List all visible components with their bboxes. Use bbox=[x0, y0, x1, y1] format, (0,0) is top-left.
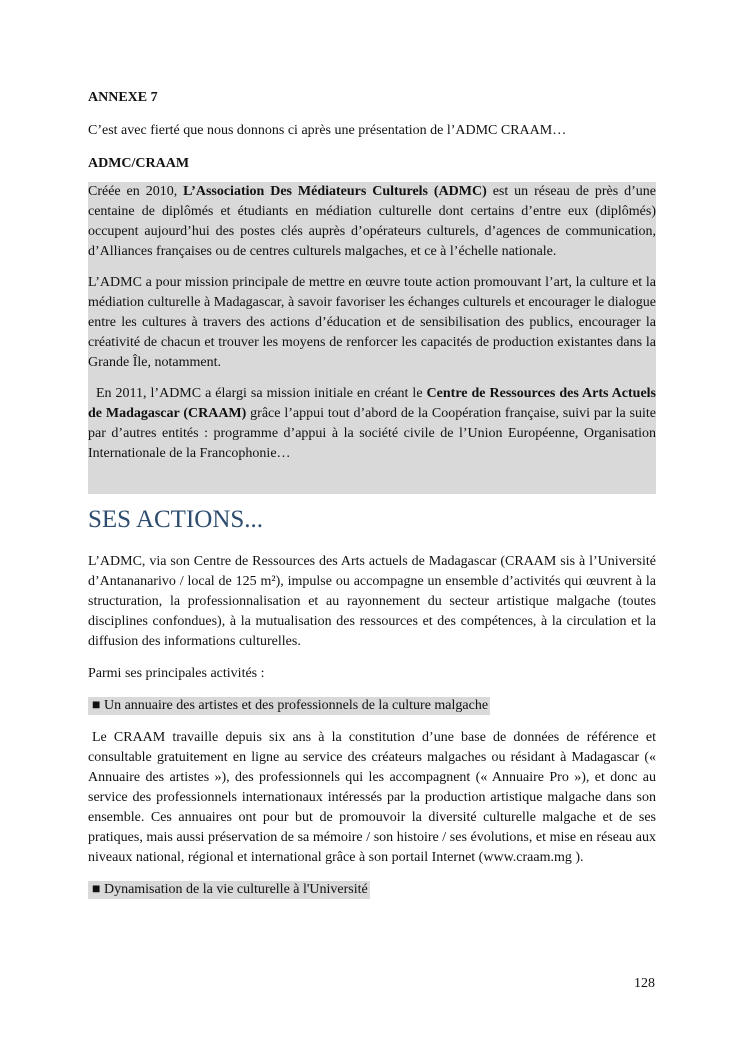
highlight-box bbox=[88, 182, 656, 494]
box-paragraph-3: En 2011, l’ADMC a élargi sa mission initiale en créant le Centre de Ressources des Arts Actuels de Madagascar (CRAAM) grâce l’appui tout d’abord de la Coopération française, suivi par la suite par d’autres entités : programme d’appui à la société civile de l’Union Européenne, Organisation Internationale de la Francophonie… bbox=[88, 386, 656, 461]
craam-name: Centre de Ressources des Arts Actuels de Madagascar (CRAAM) bbox=[88, 386, 656, 421]
annex-title: ANNEXE 7 bbox=[88, 90, 158, 105]
page-number: 128 bbox=[634, 976, 655, 991]
activities-label: Parmi ses principales activités : bbox=[88, 666, 265, 681]
intro-paragraph: C’est avec fierté que nous donnons ci après une présentation de l’ADMC CRAAM… bbox=[88, 123, 567, 138]
actions-paragraph: L’ADMC, via son Centre de Ressources des Arts actuels de Madagascar (CRAAM sis à l’Université d’Antananarivo / local de 125 m²), impulse ou accompagne un ensemble d’activités qui œuvrent à la structuration, la professionnalisation et au rayonnement du secteur artistique malgache (toutes disciplines confondues), à la mutualisation des ressources et des compétences, à la circulation et la diffusion des informations culturelles. bbox=[88, 554, 656, 649]
section-heading: SES ACTIONS... bbox=[88, 506, 264, 533]
craam-paragraph: Le CRAAM travaille depuis six ans à la constitution d’une base de données de référence et consultable gratuitement en ligne au service des créateurs malgaches ou résidant à Madagascar (« Annuaire des artistes »), des professionnels qui les accompagnent (« Annuaire Pro »), et donc au service des professionnels internationaux intéressés par la production artistique malgache dans son ensemble. Ces annuaires ont pour but de promouvoir la diversité culturelle malgache et de ses pratiques, mais aussi préservation de sa mémoire / son histoire / ses évolutions, et mise en réseau aux niveaux national, régional et international grâce à son portail Internet (www.craam.mg ). bbox=[88, 730, 656, 865]
activity-item-university bbox=[88, 880, 656, 900]
activity-item-university-label: ■ Dynamisation de la vie culturelle à l'Université bbox=[88, 881, 370, 899]
admc-name: L’Association Des Médiateurs Culturels (ADMC) bbox=[183, 184, 487, 199]
activity-item-directory bbox=[88, 696, 656, 716]
org-heading: ADMC/CRAAM bbox=[88, 156, 190, 171]
box-paragraph-2: L’ADMC a pour mission principale de mettre en œuvre toute action promouvant l’art, la culture et la médiation culturelle à Madagascar, à savoir favoriser les échanges culturels et encourager le dialogue entre les cultures à travers des actions d’éducation et de sensibilisation des publics, encourager la créativité de chacun et trouver les moyens de renforcer les capacités de production existantes dans la Grande Île, notamment. bbox=[88, 275, 656, 370]
activity-item-directory-label: ■ Un annuaire des artistes et des professionnels de la culture malgache bbox=[88, 697, 490, 715]
page-content bbox=[88, 88, 656, 912]
box-paragraph-1: Créée en 2010, L’Association Des Médiateurs Culturels (ADMC) est un réseau de près d’une centaine de diplômés et étudiants en médiation culturelle dont certains d’entre eux (diplômés) occupent aujourd’hui des postes clés auprès d’opérateurs culturels, d’agences de communication, d’Alliances françaises ou de centres culturels malgaches, et ce à l’échelle nationale. bbox=[88, 184, 657, 259]
